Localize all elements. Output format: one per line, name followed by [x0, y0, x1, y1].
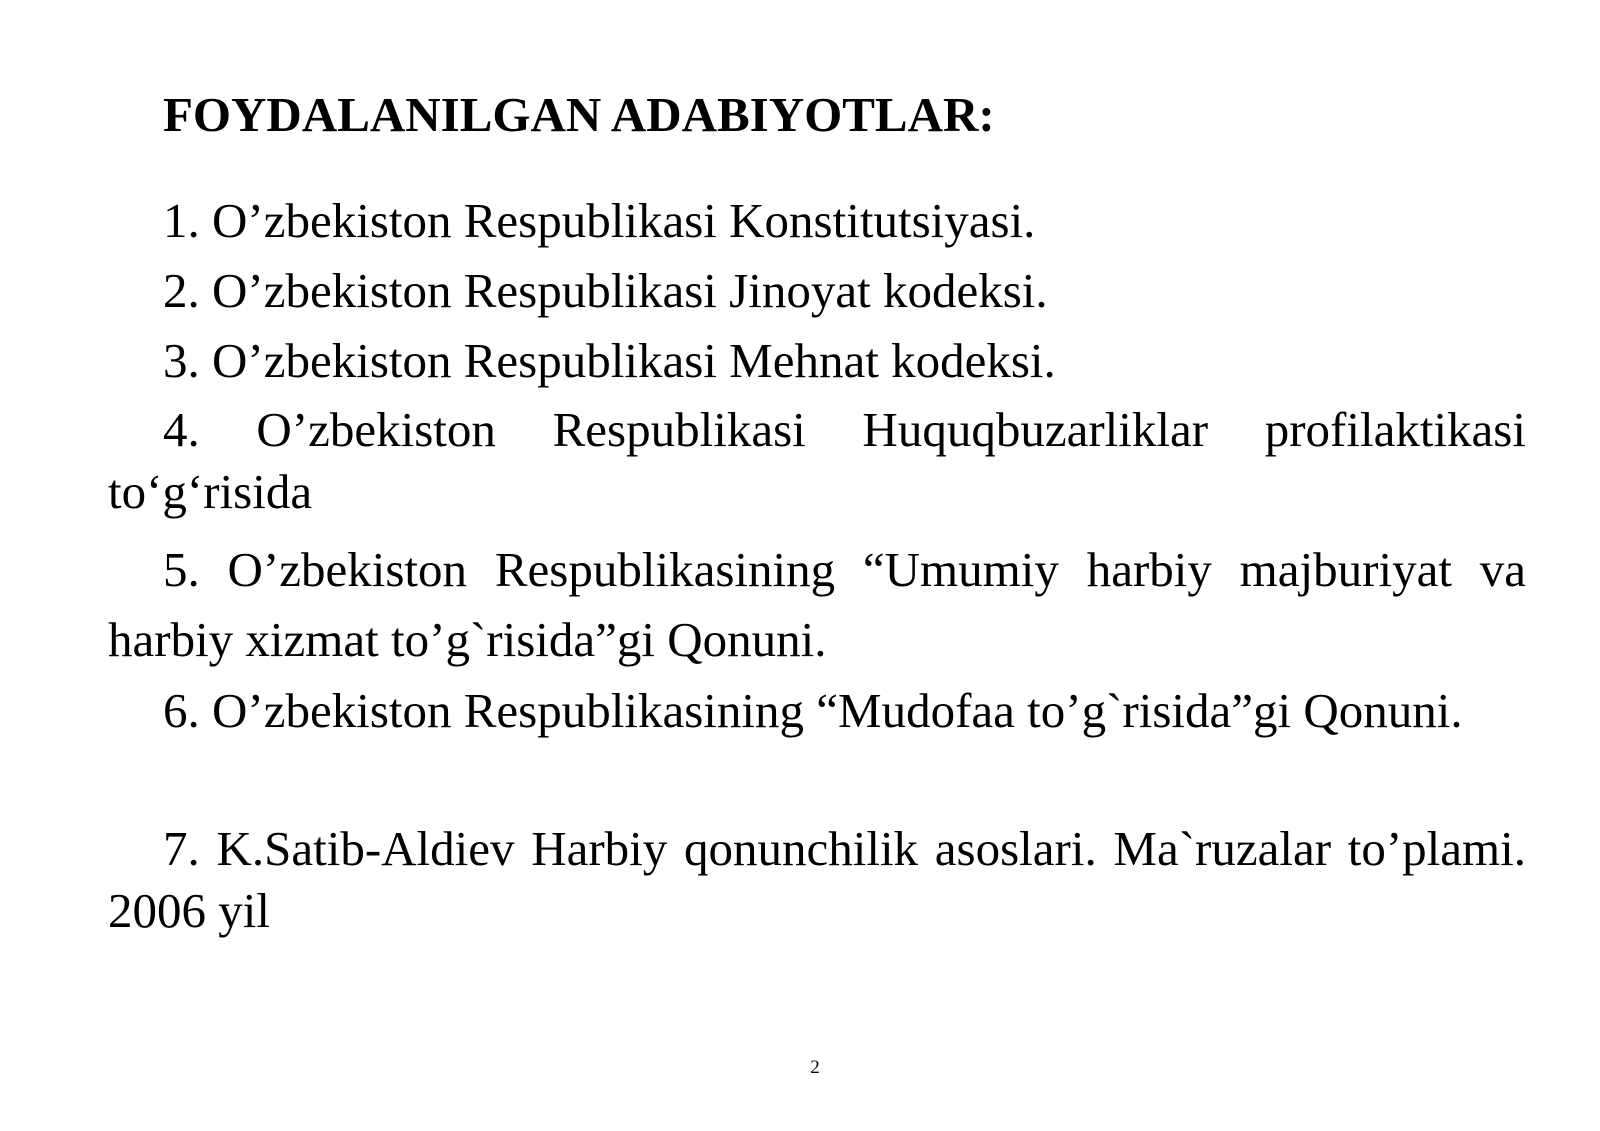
reference-item-4: 4. O’zbekiston Respublikasi Huquqbuzarliklar profilaktikasi to‘g‘risida [108, 402, 1526, 519]
reference-item-5: 5. O’zbekiston Respublikasining “Umumiy harbiy majburiyat va harbiy xizmat to’g`risida”gi Qonuni. [108, 542, 1526, 667]
references-heading: FOYDALANILGAN ADABIYOTLAR: [163, 87, 995, 142]
reference-item-7: 7. K.Satib-Aldiev Harbiy qonunchilik asoslari. Ma`ruzalar to’plami. 2006 yil [108, 821, 1526, 938]
page-number: 2 [810, 1057, 820, 1078]
reference-item-3: 3. O’zbekiston Respublikasi Mehnat kodeksi. [163, 333, 1056, 388]
reference-item-1: 1. O’zbekiston Respublikasi Konstitutsiyasi. [163, 193, 1036, 248]
reference-item-6: 6. O’zbekiston Respublikasining “Mudofaa to’g`risida”gi Qonuni. [163, 683, 1463, 738]
reference-item-2: 2. O’zbekiston Respublikasi Jinoyat kodeksi. [163, 263, 1048, 318]
